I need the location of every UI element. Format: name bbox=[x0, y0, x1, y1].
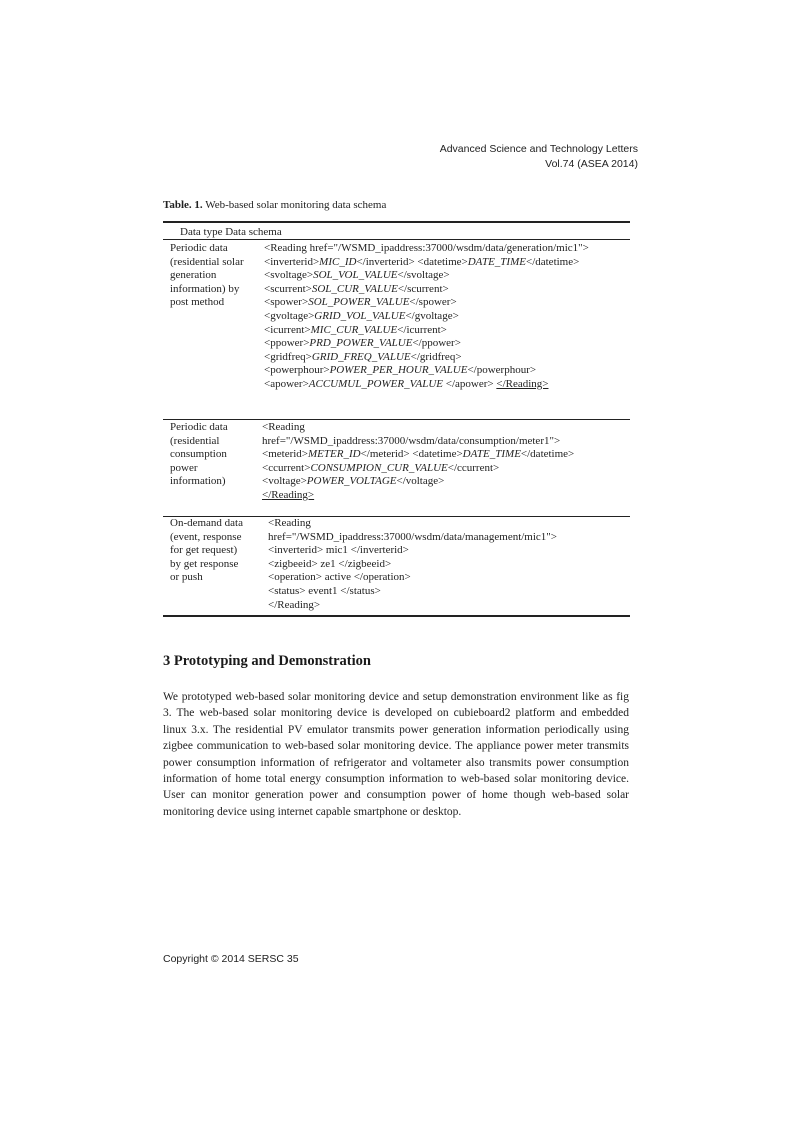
volume-info: Vol.74 (ASEA 2014) bbox=[545, 158, 638, 170]
schema-segment: <zigbeeid> ze1 </zigbeeid> bbox=[268, 557, 392, 570]
label-line: power bbox=[170, 461, 198, 474]
schema-segment: <scurrent> bbox=[264, 282, 312, 295]
schema-segment: <status> event1 </status> bbox=[268, 584, 381, 597]
row-2-data-schema bbox=[262, 421, 574, 503]
label-line: (event, response bbox=[170, 530, 242, 543]
schema-segment: </datetime> bbox=[520, 448, 575, 461]
schema-segment: </Reading> bbox=[262, 488, 315, 501]
schema-segment: <Reading href="/WSMD_ipaddress:37000/wsdm/data/generation/mic1"> bbox=[264, 242, 589, 254]
table-caption bbox=[163, 199, 386, 211]
schema-segment: </spower> bbox=[409, 296, 457, 309]
table-caption-label: Table. 1. bbox=[163, 199, 203, 211]
label-line: by get response bbox=[170, 557, 239, 570]
schema-segment: </gvoltage> bbox=[405, 309, 459, 322]
label-line: consumption bbox=[170, 448, 227, 461]
schema-line bbox=[262, 475, 574, 489]
schema-line bbox=[264, 337, 589, 351]
schema-line bbox=[262, 462, 574, 476]
schema-segment: CONSUMPION_CUR_VALUE bbox=[310, 461, 448, 474]
schema-segment: ACCUMUL_POWER_VALUE bbox=[308, 377, 444, 390]
schema-segment: </Reading> bbox=[268, 598, 321, 611]
schema-segment: POWER_VOLTAGE bbox=[306, 475, 397, 488]
schema-segment: <inverterid> mic1 </inverterid> bbox=[268, 544, 409, 557]
schema-line bbox=[262, 448, 574, 462]
schema-line bbox=[262, 421, 574, 435]
label-line: generation bbox=[170, 269, 217, 282]
table-caption-text: Web-based solar monitoring data schema bbox=[202, 199, 387, 211]
schema-line bbox=[264, 256, 589, 270]
schema-line bbox=[264, 269, 589, 283]
schema-segment: MIC_ID bbox=[319, 255, 357, 268]
schema-segment: SOL_CUR_VALUE bbox=[311, 282, 398, 295]
schema-segment: <ccurrent> bbox=[262, 461, 311, 474]
schema-segment: </datetime> bbox=[525, 255, 580, 268]
schema-segment: GRID_FREQ_VALUE bbox=[311, 350, 411, 363]
schema-line bbox=[264, 283, 589, 297]
schema-segment: POWER_PER_HOUR_VALUE bbox=[329, 364, 468, 377]
schema-segment: href="/WSMD_ipaddress:37000/wsdm/data/consumption/meter1"> bbox=[262, 434, 561, 447]
table-header: Data type Data schema bbox=[180, 226, 282, 238]
schema-line bbox=[268, 558, 557, 572]
row-2-data-type bbox=[170, 421, 228, 489]
schema-line bbox=[264, 378, 589, 392]
schema-segment: GRID_VOL_VALUE bbox=[314, 309, 406, 322]
section-paragraph: We prototyped web-based solar monitoring device and setup demonstration environment like as fig 3. The web-based solar monitoring device is developed on cubieboard2 platform and embedded linux 3.x. The residential PV emulator transmits power generation information periodically using zigbee communication to web-based solar monitoring device. The appliance power meter transmits power consumption information of refrigerator and voltameter also transmits power consumption information of home total energy consumption information to web-based solar monitoring device. User can monitor generation power and consumption power of home though web-based solar monitoring device using internet capable smartphone or desktop. bbox=[163, 691, 629, 818]
schema-segment: </svoltage> bbox=[397, 269, 450, 282]
label-line: or push bbox=[170, 571, 203, 584]
section-title: 3 Prototyping and Demonstration bbox=[163, 653, 371, 669]
table-bottom-rule bbox=[163, 615, 630, 617]
schema-segment: <gridfreq> bbox=[264, 350, 312, 363]
schema-line bbox=[268, 531, 557, 545]
schema-segment: </icurrent> bbox=[397, 323, 447, 336]
row-3-data-schema bbox=[268, 517, 557, 612]
schema-segment: </ccurrent> bbox=[447, 461, 500, 474]
schema-segment: DATE_TIME bbox=[467, 255, 526, 268]
schema-segment: <icurrent> bbox=[264, 323, 311, 336]
schema-line bbox=[264, 242, 589, 256]
label-line: On-demand data bbox=[170, 517, 243, 529]
schema-segment: PRD_POWER_VALUE bbox=[309, 337, 413, 350]
schema-line bbox=[264, 310, 589, 324]
schema-segment: <Reading bbox=[262, 421, 305, 433]
label-line: for get request) bbox=[170, 544, 238, 557]
table-header-rule bbox=[163, 239, 630, 240]
schema-segment: METER_ID bbox=[308, 448, 361, 461]
schema-line bbox=[264, 296, 589, 310]
schema-line bbox=[268, 599, 557, 613]
schema-line bbox=[262, 489, 574, 503]
row-divider bbox=[163, 419, 630, 420]
schema-segment: </meterid> <datetime> bbox=[360, 448, 463, 461]
journal-name: Advanced Science and Technology Letters bbox=[439, 143, 638, 155]
schema-line bbox=[262, 435, 574, 449]
schema-line bbox=[268, 585, 557, 599]
schema-line bbox=[264, 351, 589, 365]
schema-segment: DATE_TIME bbox=[462, 448, 521, 461]
schema-segment: </inverterid> <datetime> bbox=[356, 255, 468, 268]
row-1-data-type bbox=[170, 242, 244, 310]
row-3-data-type bbox=[170, 517, 243, 585]
schema-segment: SOL_POWER_VALUE bbox=[308, 296, 410, 309]
schema-segment: </scurrent> bbox=[397, 282, 449, 295]
schema-segment: <inverterid> bbox=[264, 255, 320, 268]
schema-segment: <apower> bbox=[264, 377, 309, 390]
schema-line bbox=[264, 364, 589, 378]
schema-segment: </apower> bbox=[443, 377, 497, 390]
label-line: (residential bbox=[170, 434, 220, 447]
schema-segment: <voltage> bbox=[262, 475, 307, 488]
schema-segment: <gvoltage> bbox=[264, 309, 315, 322]
label-line: Periodic data bbox=[170, 242, 228, 254]
schema-line bbox=[268, 517, 557, 531]
schema-segment: </gridfreq> bbox=[410, 350, 462, 363]
row-1-data-schema bbox=[264, 242, 589, 392]
schema-segment: <Reading bbox=[268, 517, 311, 529]
schema-segment: MIC_CUR_VALUE bbox=[310, 323, 398, 336]
copyright-footer: Copyright © 2014 SERSC 35 bbox=[163, 953, 299, 965]
running-header bbox=[440, 142, 638, 172]
schema-segment: <ppower> bbox=[264, 337, 310, 350]
schema-line bbox=[264, 324, 589, 338]
schema-segment: <svoltage> bbox=[264, 269, 314, 282]
table-top-rule bbox=[163, 221, 630, 223]
schema-segment: <powerphour> bbox=[264, 364, 330, 377]
label-line: information) by bbox=[170, 282, 240, 295]
schema-segment: <meterid> bbox=[262, 448, 309, 461]
schema-segment: </Reading> bbox=[496, 377, 549, 390]
schema-line bbox=[268, 544, 557, 558]
schema-segment: <operation> active </operation> bbox=[268, 571, 411, 584]
schema-segment: </powerphour> bbox=[467, 364, 537, 377]
schema-segment: </ppower> bbox=[412, 337, 461, 350]
label-line: post method bbox=[170, 296, 225, 309]
schema-segment: <spower> bbox=[264, 296, 309, 309]
schema-segment: </voltage> bbox=[396, 475, 445, 488]
schema-segment: SOL_VOL_VALUE bbox=[313, 269, 398, 282]
label-line: (residential solar bbox=[170, 255, 244, 268]
label-line: information) bbox=[170, 475, 226, 488]
schema-line bbox=[268, 571, 557, 585]
label-line: Periodic data bbox=[170, 421, 228, 433]
schema-segment: href="/WSMD_ipaddress:37000/wsdm/data/management/mic1"> bbox=[268, 530, 557, 543]
